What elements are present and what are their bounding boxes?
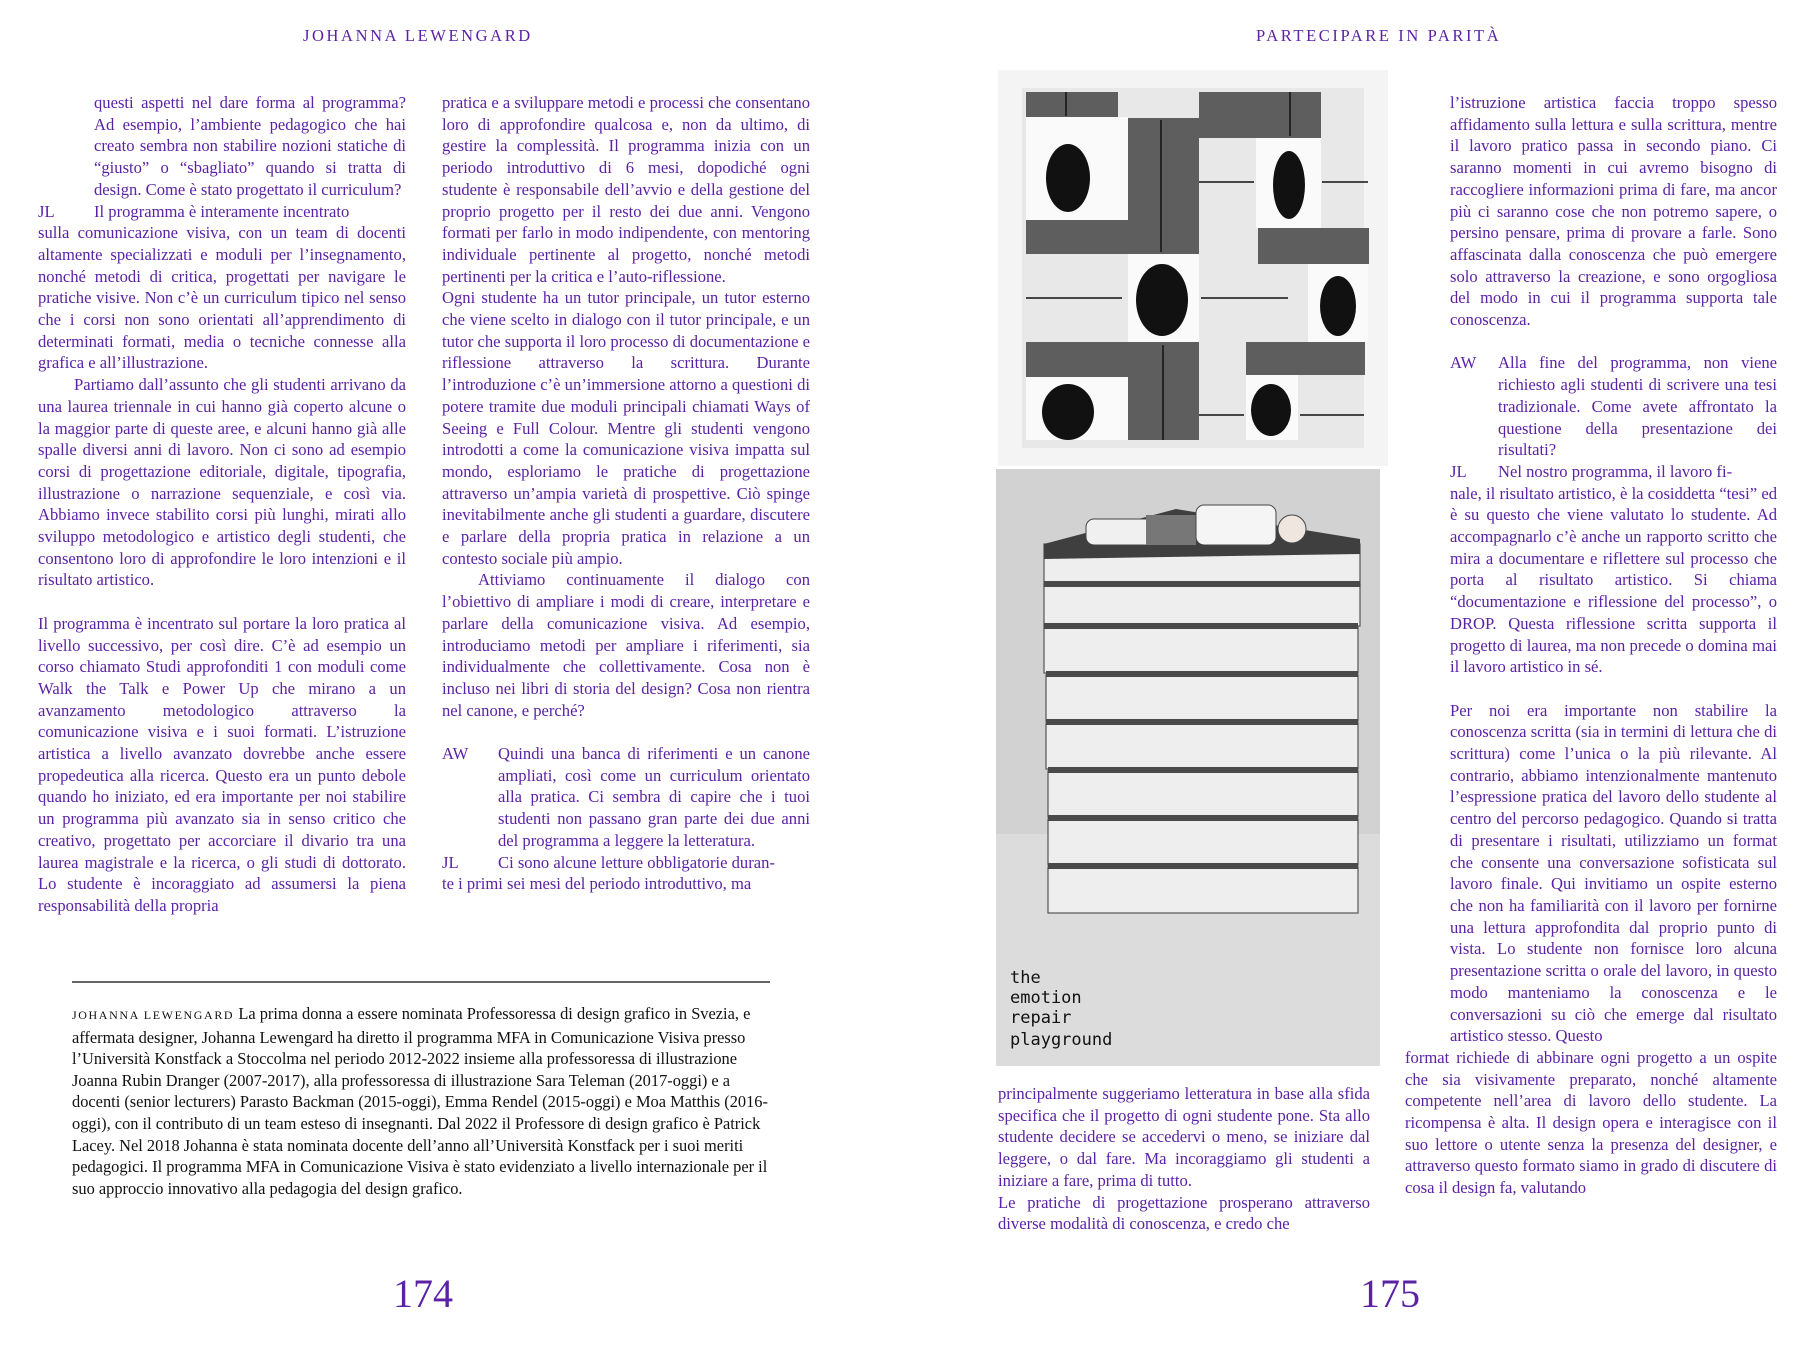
illustration-figures-in-grid <box>998 70 1388 466</box>
running-head-left: JOHANNA LEWENGARD <box>303 26 533 45</box>
caption-line-4: playground <box>1010 1030 1113 1050</box>
answer-first-line: Nel nostro programma, il lavoro fi- <box>1498 461 1733 481</box>
bio-divider <box>72 981 770 983</box>
illustration-emotion-repair-playground <box>996 469 1380 1066</box>
right-page-column-left <box>998 1083 1370 1235</box>
answer-jl <box>442 852 810 874</box>
paragraph: format richiede di abbinare ogni progetto a un ospite che sia visivamente preparato, nonché altamente competente nell’area di lavoro dello studente. La ricompensa è alta. Il design opera e interagisce con il suo lettore o utente senza la presenza del designer, e attraverso questo formato siamo in grado di discutere di cosa il design fa, valutando <box>1405 1047 1777 1198</box>
question-aw <box>1405 352 1777 461</box>
running-head-right: PARTECIPARE IN PARITÀ <box>1256 26 1502 45</box>
author-bio <box>72 1003 772 1199</box>
page-number-right: 175 <box>1360 1271 1420 1316</box>
question-aw <box>442 743 810 852</box>
figures-grid-icon <box>998 70 1388 466</box>
speaker-label-aw: AW <box>1450 353 1477 373</box>
paragraph: Le pratiche di progettazione prosperano attraverso diverse modalità di conoscenza, e credo che <box>998 1192 1370 1234</box>
page-number-left: 174 <box>393 1271 453 1316</box>
paragraph: Partiamo dall’assunto che gli studenti arrivano da una laurea triennale in cui hanno già coperto alcune o la maggior parte di queste aree, e alcuni hanno già alle spalle diversi anni di lavoro. Non ci sono ad esempio corsi di progettazione editoriale, digitale, tipografia, illustrazione o narrazione sequenziale, e così via. Abbiamo invece stabilito corsi più lunghi, mirati allo sviluppo metodologico e artistico degli studenti, che consentono loro di approfondire le loro intenzioni e il risultato artistico. <box>38 375 406 590</box>
paragraph: Ogni studente ha un tutor principale, un tutor esterno che viene scelto in dialogo con il tutor principale, e un tutor che supporta il loro processo di documentazione e riflessione attraverso la scrittura. Durante l’introduzione c’è un’immersione attorno a questioni di potere tramite due moduli principali chiamati Ways of Seeing e Full Colour. Mentre gli studenti vengono introdotti a come la comunicazione visiva impatta sul mondo, esploriamo le pratiche di progettazione attraverso un’ampia varietà di prospettive. Ciò spinge inevitabilmente anche gli studenti a guardare, discutere e parlare della propria pratica in relazione a un contesto sociale più ampio. <box>442 288 810 568</box>
answer-body: te i primi sei mesi del periodo introduttivo, ma <box>442 874 752 894</box>
answer-first-line: Ci sono alcune letture obbligatorie duran- <box>498 852 775 872</box>
paragraph: Per noi era importante non stabilire la conoscenza scritta (sia in termini di lettura che di scrittura) come l’unica o la più rilevante. Al contrario, abbiamo intenzionalmente mantenuto l’espressione pratica del lavoro dello studente al centro del percorso pedagogico. Quando si tratta di presentare i risultati, utilizziamo un format che consente una conversazione sofisticata sul lavoro finale. Qui invitiamo un ospite esterno che non ha familiarità con il lavoro per fornirne una lettura approfondita dal proprio punto di vista. Lo studente non fornisce loro alcuna presentazione scritta o orale del lavoro, in questo modo manteniamo la conoscenza e le conversazioni su ciò che emerge dal risultato artistico stesso. Questo <box>1450 700 1777 1046</box>
paragraph: l’istruzione artistica faccia troppo spesso affidamento sulla lettura e sulla scrittura, mentre il lavoro pratico passa in secondo piano. Ci saranno momenti in cui avremo bisogno di raccogliere informazioni prima di fare, ma ancor più ci saranno cose che non potremo sapere, o persino pensare, prima di provare a farle. Sono affascinata dalla conoscenza che può emergere solo attraverso la creazione, e sono orgogliosa del modo in cui il programma supporta tale conoscenza. <box>1450 93 1777 330</box>
caption-line-3: repair <box>1010 1008 1072 1028</box>
caption-line-2: emotion <box>1010 988 1082 1008</box>
answer-first-line: Il programma è interamente incentrato <box>94 201 350 221</box>
answer-jl <box>1405 461 1777 483</box>
paragraph: pratica e a sviluppare metodi e processi che consentano loro di approfondire qualcosa e, non da ultimo, di gestire la complessità. Il programma inizia con un periodo introduttivo di 6 mesi, dopodiché ogni studente è responsabile dell’avvio e della gestione del proprio progetto per il resto dei due anni. Vengono formati per farlo in modo indipendente, con mentoring individuale pertinente al progetto, nonché metodi pertinenti per la critica e l’auto-riflessione. <box>442 93 810 286</box>
speaker-label-jl: JL <box>1450 461 1467 481</box>
interviewer-question-continued: questi aspetti nel dare forma al programma? Ad esempio, l’ambiente pedagogico che hai creato sembra non stabilire nozioni statiche di “giusto” o “sbagliato” quando si tratta di design. Come è stato progettato il curriculum? <box>94 93 406 199</box>
caption-line-1: the <box>1010 968 1041 988</box>
bio-text: La prima donna a essere nominata Professoressa di design grafico in Svezia, e affermata designer, Johanna Lewengard ha diretto il programma MFA in Comunicazione Visiva presso l’Università Konstfack a Stoccolma nel periodo 2012-2022 insieme alla professoressa di illustrazione Joanna Rubin Dranger (2007-2017), alla professoressa di illustrazione Sara Teleman (2017-oggi) e a docenti (senior lecturers) Parasto Backman (2015-oggi), Emma Rendel (2015-oggi) e Moa Matthis (2016-oggi), con il contributo di un team esteso di insegnanti. Dal 2022 il Professore di design grafico è Patrick Lacey. Nel 2018 Johanna è stata nominata docente dell’anno all’Università Konstfack per i suoi meriti pedagogici. Il programma MFA in Comunicazione Visiva è stato evidenziato a livello internazionale per il suo approccio innovativo alla pedagogia del design grafico. <box>72 1004 768 1198</box>
paragraph: Attiviamo continuamente il dialogo con l’obiettivo di ampliare i modi di creare, interpretare e parlare della comunicazione visiva. Ad esempio, introduciamo metodi per ampliare i riferimenti, sia individualmente che collettivamente. Cosa non è incluso nei libri di storia del design? Cosa non rientra nel canone, e perché? <box>442 570 810 720</box>
left-page-column-1 <box>38 92 406 917</box>
bio-name: JOHANNA LEWENGARD <box>72 1008 235 1022</box>
answer-body: sulla comunicazione visiva, con un team di docenti altamente specializzati e moduli per l’insegnamento, nonché metodi di critica, progettati per navigare le pratiche visive. Non c’è un curriculum tipico nel senso che i corsi non sono orientati all’apprendimento di determinati formati, media o tecniche connesse alla grafica e all’illustrazione. <box>38 223 406 373</box>
right-page-column-right <box>1405 92 1777 1199</box>
speaker-label-jl: JL <box>442 852 459 872</box>
paragraph: Il programma è incentrato sul portare la loro pratica al livello successivo, per così dire. C’è ad esempio un corso chiamato Studi approfonditi 1 con moduli come Walk the Talk e Power Up che mirano a un avanzamento metodologico attraverso la comunicazione visiva e i suoi formati. L’istruzione artistica a livello avanzato dovrebbe anche essere propedeutica alla ricerca. Questo era un punto debole quando ho iniziato, ed era importante per noi stabilire un programma più avanzato sia in senso critico che creativo, progettato per accorciare il divario tra una laurea magistrale e la ricerca, o gli studi di dottorato. Lo studente è incoraggiato ad assumersi la piena responsabilità della propria <box>38 613 406 915</box>
answer-jl <box>38 201 406 223</box>
left-page-column-2 <box>442 92 810 895</box>
speaker-label-aw: AW <box>442 744 469 764</box>
mattress-stack-icon <box>996 469 1380 1066</box>
question-text: Alla fine del programma, non viene richiesto agli studenti di scrivere una tesi tradizionale. Come avete affrontato la questione della presentazione dei risultati? <box>1498 353 1777 460</box>
question-text: Quindi una banca di riferimenti e un canone ampliati, così come un curriculum orientato alla pratica. Ci sembra di capire che i tuoi studenti non passano gran parte dei due anni del programma a leggere la letteratura. <box>498 744 810 850</box>
speaker-label-jl: JL <box>38 201 55 221</box>
answer-body: nale, il risultato artistico, è la cosiddetta “tesi” ed è su questo che viene valutato lo studente. Ad accompagnarlo c’è anche un rapporto scritto che mira a documentare e riflettere sul processo che porta al risultato artistico. Si chiama “documentazione e riflessione del processo”, o DROP. Questa riflessione scritta supporta il progetto di laurea, ma non precede o domina mai il lavoro artistico in sé. <box>1450 483 1777 677</box>
paragraph: principalmente suggeriamo letteratura in base alla sfida specifica che il progetto di ogni studente pone. Sta allo studente decidere se accedervi o meno, se iniziare dal leggere, o dal fare. Ma incoraggiamo gli studenti a iniziare a fare, prima di tutto. <box>998 1084 1370 1190</box>
